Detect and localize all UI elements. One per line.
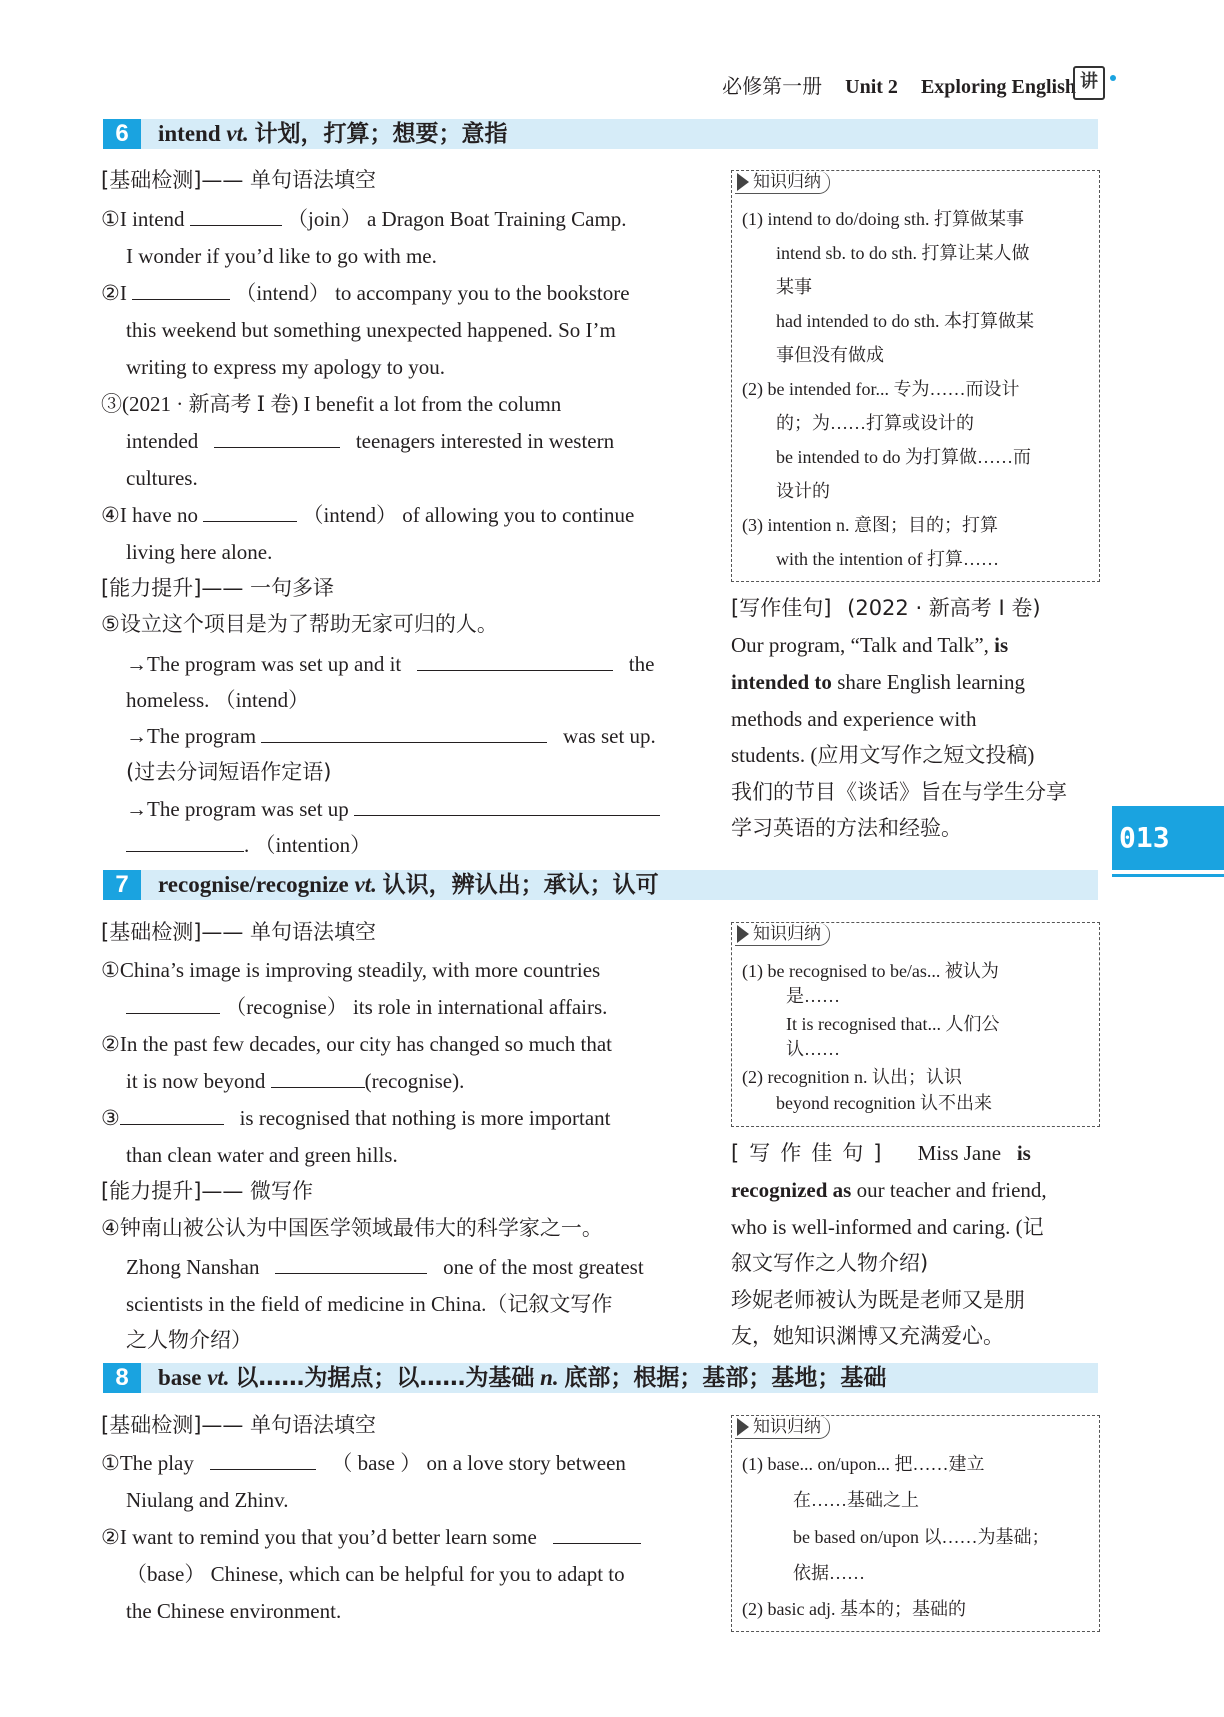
answer-blank[interactable] bbox=[190, 205, 282, 226]
writing-line: who is well-informed and caring. (记 bbox=[731, 1215, 1044, 1239]
section-title: intend vt. 计划，打算；想要；意指 bbox=[158, 121, 508, 147]
writing-line: students. (应用文写作之短文投稿) bbox=[731, 743, 1035, 767]
writing-label-line: [写作佳句] (2022 · 新高考 Ⅰ 卷) bbox=[731, 596, 1041, 620]
running-header bbox=[704, 70, 1076, 99]
question-line: scientists in the field of medicine in China.（记叙文写作 bbox=[126, 1292, 613, 1316]
knowledge-line: (2) be intended for... 专为……而设计 bbox=[742, 379, 1020, 399]
book-icon: 讲 bbox=[1073, 66, 1105, 100]
answer-blank[interactable] bbox=[354, 795, 660, 816]
basic-check-label: [基础检测]—— 单句语法填空 bbox=[101, 168, 377, 192]
answer-blank[interactable] bbox=[210, 1449, 316, 1470]
section-number: 7 bbox=[103, 870, 141, 900]
section-6-header bbox=[103, 119, 1098, 149]
answer-blank[interactable] bbox=[132, 279, 230, 300]
knowledge-line: be based on/upon 以……为基础； bbox=[793, 1527, 1050, 1547]
question-line: intended teenagers interested in western bbox=[126, 429, 615, 453]
question-line: the Chinese environment. bbox=[126, 1599, 342, 1623]
answer-blank[interactable] bbox=[126, 831, 244, 852]
answer-blank[interactable] bbox=[417, 650, 613, 671]
knowledge-line: 依据…… bbox=[793, 1563, 865, 1583]
section-title: base vt. 以……为据点；以……为基础 n. 底部；根据；基部；基地；基础 bbox=[158, 1365, 887, 1391]
knowledge-line: (1) intend to do/doing sth. 打算做某事 bbox=[742, 209, 1024, 229]
question-line: ①The play （ base ） on a love story between bbox=[101, 1451, 626, 1475]
knowledge-line: 设计的 bbox=[776, 481, 830, 501]
section-number: 8 bbox=[103, 1363, 141, 1393]
question-line: ④I have no （intend） of allowing you to continue bbox=[101, 503, 635, 527]
answer-blank[interactable] bbox=[120, 1104, 224, 1125]
knowledge-line: 事但没有做成 bbox=[776, 345, 884, 365]
writing-line: 学习英语的方法和经验。 bbox=[731, 816, 962, 840]
knowledge-line: be intended to do 为打算做……而 bbox=[776, 447, 1031, 467]
knowledge-line: beyond recognition 认不出来 bbox=[776, 1093, 992, 1113]
page-tab-underline bbox=[1112, 874, 1224, 877]
question-line: ②In the past few decades, our city has changed so much that bbox=[101, 1032, 612, 1056]
section-number: 6 bbox=[103, 119, 141, 149]
knowledge-line: (3) intention n. 意图；目的；打算 bbox=[742, 515, 998, 535]
writing-line: Our program, “Talk and Talk”, is bbox=[731, 633, 1009, 657]
translation-line: →The program was set up. bbox=[126, 724, 656, 748]
header-book: 必修第一册 bbox=[722, 74, 823, 98]
writing-line: [写作佳句] Miss Jane is bbox=[731, 1141, 1031, 1165]
answer-blank[interactable] bbox=[214, 427, 340, 448]
writing-line: methods and experience with bbox=[731, 707, 977, 731]
answer-blank[interactable] bbox=[553, 1523, 641, 1544]
answer-blank[interactable] bbox=[126, 993, 220, 1014]
knowledge-line: (1) base... on/upon... 把……建立 bbox=[742, 1454, 985, 1474]
header-unit: Unit 2 bbox=[845, 76, 898, 98]
question-line: （base） Chinese, which can be helpful for you to adapt to bbox=[126, 1562, 625, 1586]
question-line: ⑤设立这个项目是为了帮助无家可归的人。 bbox=[101, 612, 498, 636]
question-line: living here alone. bbox=[126, 540, 273, 564]
translation-line: →The program was set up and it the bbox=[126, 652, 655, 676]
translation-note: (过去分词短语作定语) bbox=[126, 760, 332, 784]
writing-line: 珍妮老师被认为既是老师又是朋 bbox=[731, 1288, 1025, 1312]
knowledge-line: 某事 bbox=[776, 277, 812, 297]
writing-line: intended to share English learning bbox=[731, 670, 1025, 694]
knowledge-line: intend sb. to do sth. 打算让某人做 bbox=[776, 243, 1030, 263]
answer-blank[interactable] bbox=[275, 1253, 427, 1274]
knowledge-line: 是…… bbox=[786, 986, 840, 1006]
question-line: it is now beyond (recognise). bbox=[126, 1069, 465, 1093]
knowledge-tag: 知识归纳 bbox=[735, 923, 830, 946]
knowledge-line: It is recognised that... 人们公 bbox=[786, 1014, 1000, 1034]
knowledge-tag: 知识归纳 bbox=[735, 171, 830, 194]
translation-line: . （intention） bbox=[126, 831, 371, 859]
answer-blank[interactable] bbox=[203, 501, 297, 522]
question-line: Niulang and Zhinv. bbox=[126, 1488, 289, 1512]
question-line: writing to express my apology to you. bbox=[126, 355, 446, 379]
writing-line: recognized as our teacher and friend, bbox=[731, 1178, 1047, 1202]
header-unit-title: Exploring English bbox=[920, 76, 1076, 98]
page-number: 013 bbox=[1112, 806, 1224, 870]
question-line: ①China’s image is improving steadily, with more countries bbox=[101, 958, 601, 982]
advanced-label: [能力提升]—— 微写作 bbox=[101, 1179, 314, 1203]
answer-blank[interactable] bbox=[261, 722, 547, 743]
knowledge-line: had intended to do sth. 本打算做某 bbox=[776, 311, 1034, 331]
dot-icon bbox=[1110, 75, 1116, 81]
question-line: Zhong Nanshan one of the most greatest bbox=[126, 1255, 644, 1279]
question-line: than clean water and green hills. bbox=[126, 1143, 398, 1167]
question-line: ②I want to remind you that you’d better learn some bbox=[101, 1523, 641, 1551]
question-line: this weekend but something unexpected happened. So I’m bbox=[126, 318, 616, 342]
knowledge-tag: 知识归纳 bbox=[735, 1416, 830, 1439]
question-line: I wonder if you’d like to go with me. bbox=[126, 244, 437, 268]
knowledge-line: (1) be recognised to be/as... 被认为 bbox=[742, 961, 999, 981]
writing-line: 友，她知识渊博又充满爱心。 bbox=[731, 1324, 1004, 1348]
question-line: ②I （intend） to accompany you to the bookstore bbox=[101, 281, 630, 305]
question-line: ③ is recognised that nothing is more important bbox=[101, 1106, 611, 1130]
knowledge-line: (2) recognition n. 认出；认识 bbox=[742, 1067, 962, 1087]
section-7-header bbox=[103, 870, 1098, 900]
question-line: ③(2021 · 新高考 Ⅰ 卷) I benefit a lot from the column bbox=[101, 392, 562, 416]
question-line: ①I intend （join） a Dragon Boat Training Camp. bbox=[101, 207, 627, 231]
translation-line: homeless. （intend） bbox=[126, 688, 310, 712]
knowledge-line: (2) basic adj. 基本的；基础的 bbox=[742, 1599, 966, 1619]
question-line: ④钟南山被公认为中国医学领域最伟大的科学家之一。 bbox=[101, 1216, 603, 1240]
knowledge-line: 认…… bbox=[786, 1039, 840, 1059]
answer-blank[interactable] bbox=[271, 1067, 365, 1088]
writing-line: 叙文写作之人物介绍) bbox=[731, 1251, 929, 1275]
question-line: （recognise） its role in international affairs. bbox=[126, 993, 607, 1021]
basic-check-label: [基础检测]—— 单句语法填空 bbox=[101, 920, 377, 944]
basic-check-label: [基础检测]—— 单句语法填空 bbox=[101, 1413, 377, 1437]
section-8-header bbox=[103, 1363, 1098, 1393]
section-title: recognise/recognize vt. 认识，辨认出；承认；认可 bbox=[158, 872, 659, 898]
question-line: 之人物介绍） bbox=[126, 1328, 252, 1352]
advanced-label: [能力提升]—— 一句多译 bbox=[101, 576, 335, 600]
knowledge-line: with the intention of 打算…… bbox=[776, 549, 999, 569]
question-line: cultures. bbox=[126, 466, 198, 490]
translation-line: →The program was set up bbox=[126, 795, 660, 823]
writing-line: 我们的节目《谈话》旨在与学生分享 bbox=[731, 780, 1067, 804]
knowledge-line: 的；为……打算或设计的 bbox=[776, 413, 974, 433]
knowledge-line: 在……基础之上 bbox=[793, 1490, 919, 1510]
